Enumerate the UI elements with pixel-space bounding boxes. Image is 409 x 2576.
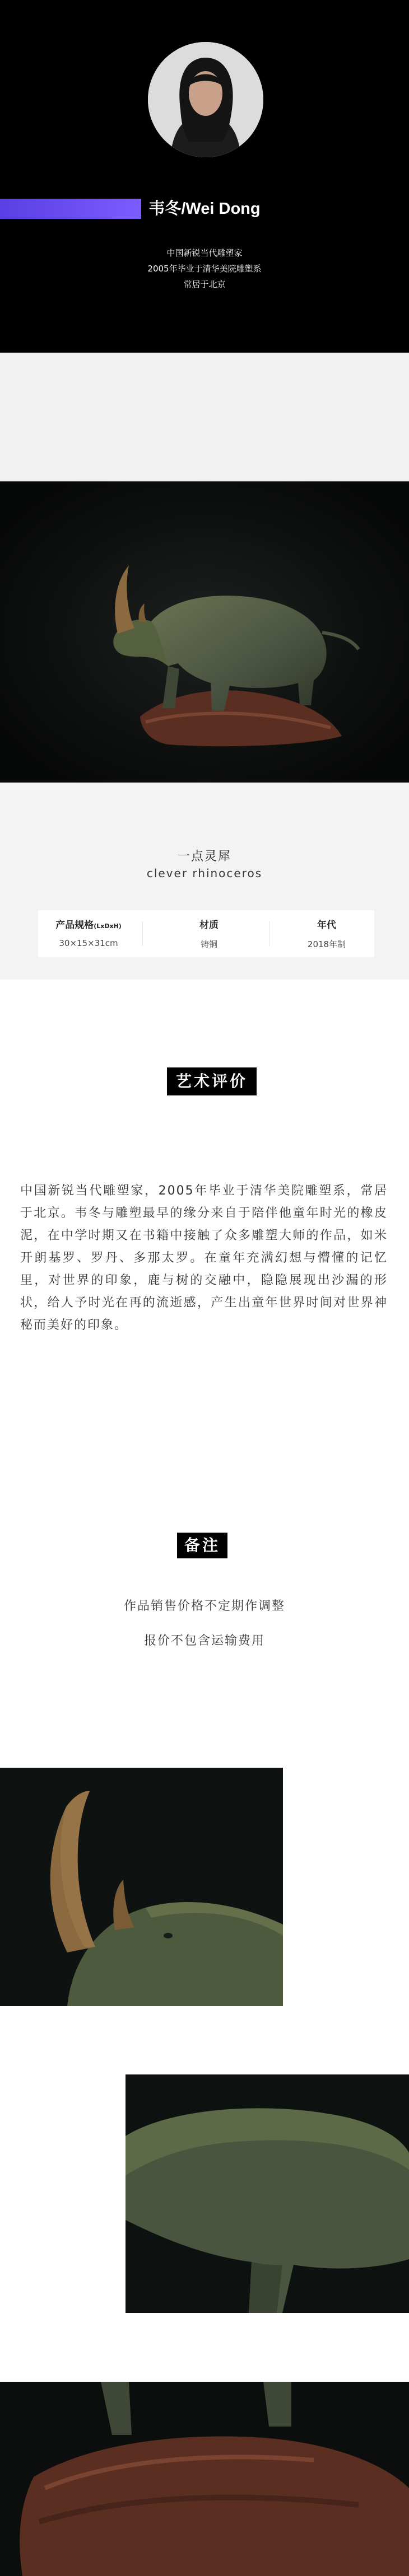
spacer-panel xyxy=(0,353,409,481)
spec-label-unit: (LxDxH) xyxy=(94,922,122,930)
spec-label: 材质 xyxy=(199,920,219,931)
spec-divider xyxy=(142,921,143,946)
artist-portrait-image xyxy=(148,42,263,157)
bio-line: 中国新锐当代雕塑家 xyxy=(166,248,243,258)
work-info xyxy=(0,783,409,980)
spec-year xyxy=(285,910,369,957)
review-text: 中国新锐当代雕塑家，2005年毕业于清华美院雕塑系，常居于北京。韦冬与雕塑最早的缘分来自于陪伴他童年时光的橡皮泥，在中学时期又在书籍中接触了众多雕塑大师的作品，如米开朗基罗、罗丹、多那太罗。在童年充满幻想与懵懂的记忆里，对世界的印象，鹿与树的交融中，隐隐展现出沙漏的形状，给人予时光在再的流逝感，产生出童年世界时间对世界神秘而美好的印象。 xyxy=(20,1184,388,1332)
bio-line: 2005年毕业于清华美院雕塑系 xyxy=(147,264,262,274)
note-line: 报价不包含运输费用 xyxy=(143,1634,265,1648)
artist-header xyxy=(0,0,409,353)
artist-bio xyxy=(0,245,409,292)
spec-value: 2018年制 xyxy=(307,939,346,949)
detail-photo-base xyxy=(0,2382,409,2576)
detail-photo-horn xyxy=(0,1768,283,2006)
artist-avatar xyxy=(148,42,263,157)
spec-card xyxy=(38,910,374,957)
notes-heading: 备注 xyxy=(177,1533,227,1558)
artist-name: 韦冬/Wei Dong xyxy=(148,200,261,218)
spec-material xyxy=(167,910,251,957)
detail-photo-body xyxy=(126,2074,409,2313)
bio-line: 常居于北京 xyxy=(183,279,226,289)
spec-label: 产品规格 xyxy=(55,920,94,931)
work-subtitle: clever rhinoceros xyxy=(146,867,263,880)
sculpture-photo xyxy=(0,481,409,783)
review-heading: 艺术评价 xyxy=(167,1067,257,1095)
spec-value: 30×15×31cm xyxy=(59,938,118,948)
spec-value: 铸铜 xyxy=(200,939,217,949)
spec-dimensions xyxy=(47,910,131,957)
spec-label: 年代 xyxy=(317,920,336,931)
note-line: 作品销售价格不定期作调整 xyxy=(123,1599,285,1613)
work-title: 一点灵犀 xyxy=(177,850,231,864)
